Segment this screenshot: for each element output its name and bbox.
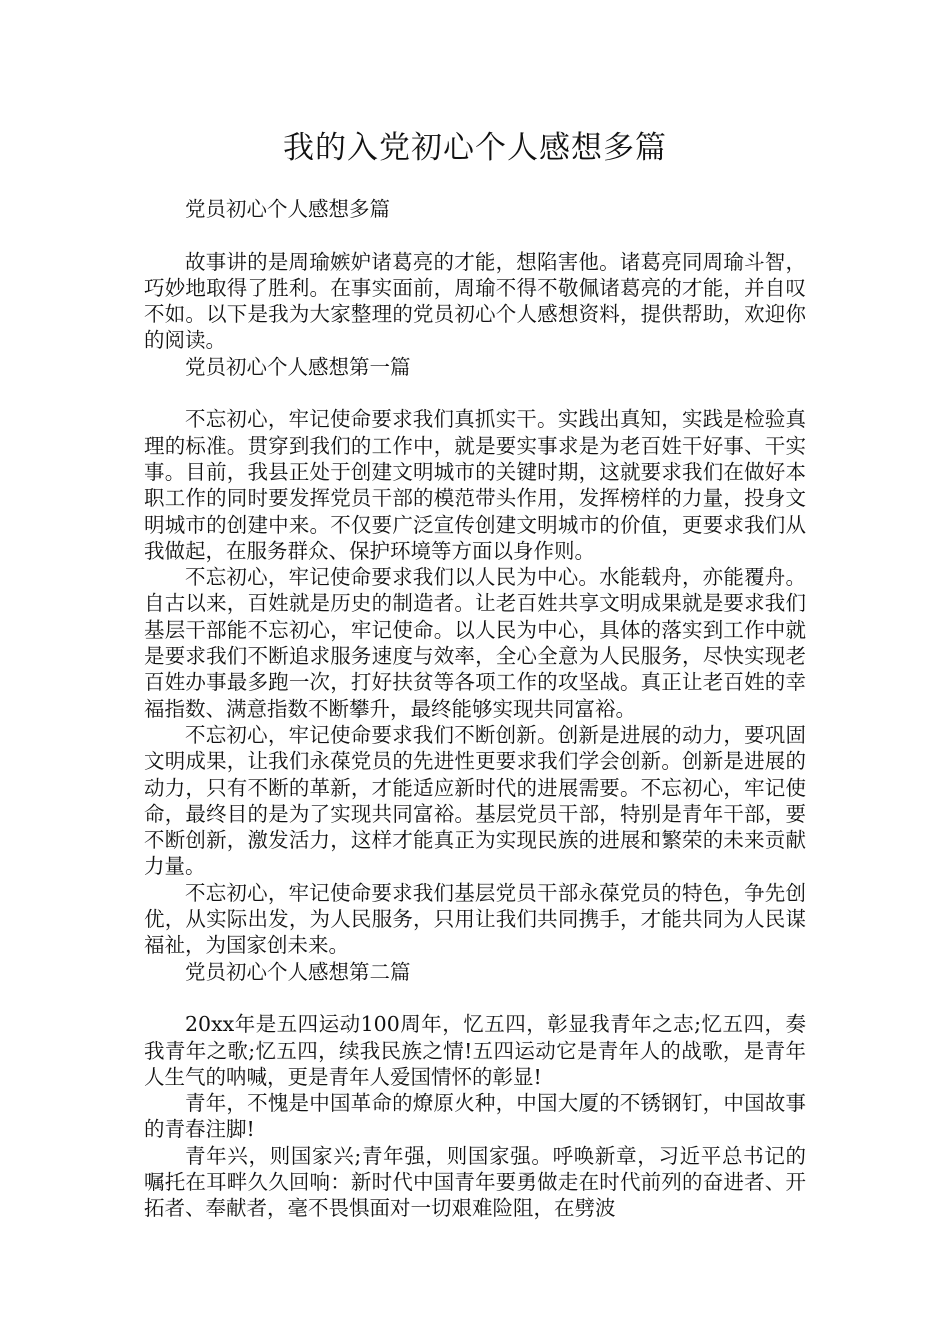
body-paragraph: 不忘初心，牢记使命要求我们不断创新。创新是进展的动力，要巩固文明成果，让我们永葆党员的先进性更要求我们学会创新。创新是进展的动力，只有不断的革新，才能适应新时代的进展需要。不忘初心，牢记使命，最终目的是为了实现共同富裕。基层党员干部，特别是青年干部，要不断创新，激发活力，这样才能真正为实现民族的进展和繁荣的未来贡献力量。: [144, 722, 806, 879]
body-paragraph: 不忘初心，牢记使命要求我们以人民为中心。水能载舟，亦能覆舟。自古以来，百姓就是历史的制造者。让老百姓共享文明成果就是要求我们基层干部能不忘初心，牢记使命。以人民为中心，具体的落实到工作中就是要求我们不断追求服务速度与效率，全心全意为人民服务，尽快实现老百姓办事最多跑一次，打好扶贫等各项工作的攻坚战。真正让老百姓的幸福指数、满意指数不断攀升，最终能够实现共同富裕。: [144, 565, 806, 721]
body-paragraph: 青年兴，则国家兴;青年强，则国家强。呼唤新章，习近平总书记的嘱托在耳畔久久回响：新时代中国青年要勇做走在时代前列的奋进者、开拓者、奉献者，毫不畏惧面对一切艰难险阻，在劈波: [144, 1143, 806, 1221]
intro-paragraph: 故事讲的是周瑜嫉妒诸葛亮的才能，想陷害他。诸葛亮同周瑜斗智，巧妙地取得了胜利。在事实面前，周瑜不得不敬佩诸葛亮的才能，并自叹不如。以下是我为大家整理的党员初心个人感想资料，提供帮助，欢迎你的阅读。: [144, 249, 806, 353]
section-heading-2: 党员初心个人感想第二篇: [185, 959, 411, 984]
blank-line: [144, 222, 806, 248]
blank-line: [144, 985, 806, 1011]
blank-line: [144, 380, 806, 406]
document-body: [144, 196, 806, 1222]
section-heading-1: 党员初心个人感想第一篇: [185, 354, 411, 379]
body-paragraph: 不忘初心，牢记使命要求我们基层党员干部永葆党员的特色，争先创优，从实际出发，为人民服务，只用让我们共同携手，才能共同为人民谋福祉，为国家创未来。: [144, 880, 806, 958]
document-title: 我的入党初心个人感想多篇: [283, 130, 667, 166]
body-paragraph: 20xx年是五四运动100周年，忆五四，彰显我青年之志;忆五四，奏我青年之歌;忆五四，续我民族之情!五四运动它是青年人的战歌，是青年人生气的呐喊，更是青年人爱国情怀的彰显!: [144, 1012, 806, 1089]
body-paragraph: 不忘初心，牢记使命要求我们真抓实干。实践出真知，实践是检验真理的标准。贯穿到我们的工作中，就是要实事求是为老百姓干好事、干实事。目前，我县正处于创建文明城市的关键时期，这就要求我们在做好本职工作的同时要发挥党员干部的模范带头作用，发挥榜样的力量，投身文明城市的创建中来。不仅要广泛宣传创建文明城市的价值，更要求我们从我做起，在服务群众、保护环境等方面以身作则。: [144, 407, 806, 563]
document-subtitle: 党员初心个人感想多篇: [185, 197, 390, 221]
body-paragraph: 青年，不愧是中国革命的燎原火种，中国大厦的不锈钢钉，中国故事的青春注脚!: [144, 1091, 806, 1142]
